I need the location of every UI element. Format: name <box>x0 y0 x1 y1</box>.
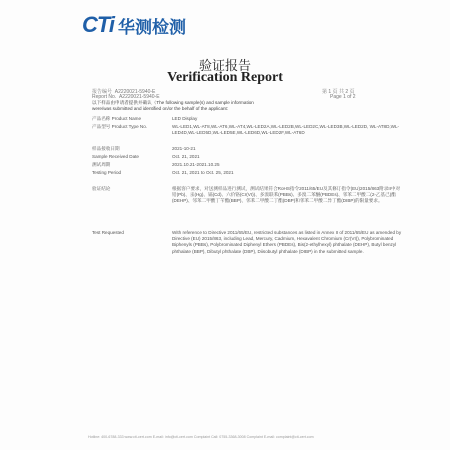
field-key: 产品型号 Product Type No. <box>92 124 148 129</box>
field-row <box>92 186 402 205</box>
field-row <box>92 162 402 168</box>
field-value: 2021-10-21 <box>172 146 196 151</box>
brand-logo: CTi <box>82 12 115 37</box>
page-indicator: 第 1 页 共 2 页 <box>322 89 355 95</box>
header-logo <box>82 12 186 38</box>
field-key: 测试周期 <box>92 162 111 167</box>
field-value: WL-LED1,WL-AT8,WL-AT6,WL-AT4,WL-LED2A,WL-LED2B,WL-LED2C,WL-LED3B,WL-LED2D, WL-AT8D,WL-LED4D,WL-LED5D,WL-LED5E,WL-LED6D,WL-LED2F,WL-AT6D <box>172 124 400 136</box>
intro-text <box>92 100 392 112</box>
field-row <box>92 154 402 160</box>
brand-cn: 华测检测 <box>118 17 187 38</box>
field-key: 样品接收日期 <box>92 146 120 151</box>
report-title-cn: 验证报告 <box>198 59 251 74</box>
field-key: 产品名称 Product Name <box>92 116 142 121</box>
field-key: Test Requested <box>92 230 124 235</box>
report-no: A2220021-5940-E <box>114 89 156 95</box>
page-indicator-en: Page 1 of 2 <box>330 94 356 100</box>
page-footer: Hotline: 400-6788-333 www.cti-cert.com E-mail: info@cti-cert.com Complaint Call: 0755-3368-3008 Complaint E-mail: complaint@cti-cert.com <box>88 435 314 439</box>
field-value: 根据客户要求，对送测样品进行测试，测试结果符合RoHS指令2011/65/EU及其修订指令(EU)2015/863附录II中对铅(Pb)、汞(Hg)、镉(Cd)、六价铬(Cr(VI))、多溴联苯(PBBs)、多溴二苯醚(PBDEs)、邻苯二甲酸二(2-乙基己)酯(DEHP)、邻苯二甲酸丁苄酯(BBP)、邻苯二甲酸二丁酯(DBP)和邻苯二甲酸二异丁酯(DIBP)的限量要求。 <box>172 186 401 204</box>
field-row <box>92 124 402 136</box>
field-key: Sample Received Date <box>92 154 139 159</box>
field-key: 验证结论 <box>92 186 111 191</box>
field-value: 2021.10.21-2021.10.25 <box>172 162 220 167</box>
field-row <box>92 230 402 255</box>
report-no-en: A2220021-5940-E <box>118 94 160 100</box>
report-title-en: Verification Report <box>167 70 283 85</box>
field-value: Oct. 21, 2021 to Oct. 25, 2021 <box>172 170 234 175</box>
field-row <box>92 146 402 152</box>
field-value: Oct. 21, 2021 <box>172 154 200 159</box>
field-value: LED Display <box>172 116 198 121</box>
field-value: With reference to Directive 2011/65/EU, restricted substances as listed in Annex II of 2011/65/EU as amended by Directive (EU) 2015/863, including Lead, Mercury, Cadmium, Hexavalent Chromium (Cr(VI)), Polybrominated Biphenyls (PBBs), Polybrominated Diphenyl Ethers (PBDEs), Bis(2-ethylhexyl) phthalate (DEHP), Butyl benzyl phthalate (BBP), Dibutyl phthalate (DBP), Diisobutyl phthalate (DIBP) in the submitted sample. <box>172 230 402 254</box>
field-key: Testing Period <box>92 170 122 175</box>
report-no-label-en: Report No. A2220021-5940-E <box>92 94 160 100</box>
report-no-label: 报告编号 A2220021-5940-E <box>92 89 156 95</box>
field-row <box>92 116 402 122</box>
intro-en: were/was submitted and identified on/or the behalf of the applicant: <box>92 106 229 112</box>
intro-cn: 以下样品由申请者提供并确认（The following sample(s) and sample information <box>92 100 254 105</box>
field-row <box>92 170 402 176</box>
